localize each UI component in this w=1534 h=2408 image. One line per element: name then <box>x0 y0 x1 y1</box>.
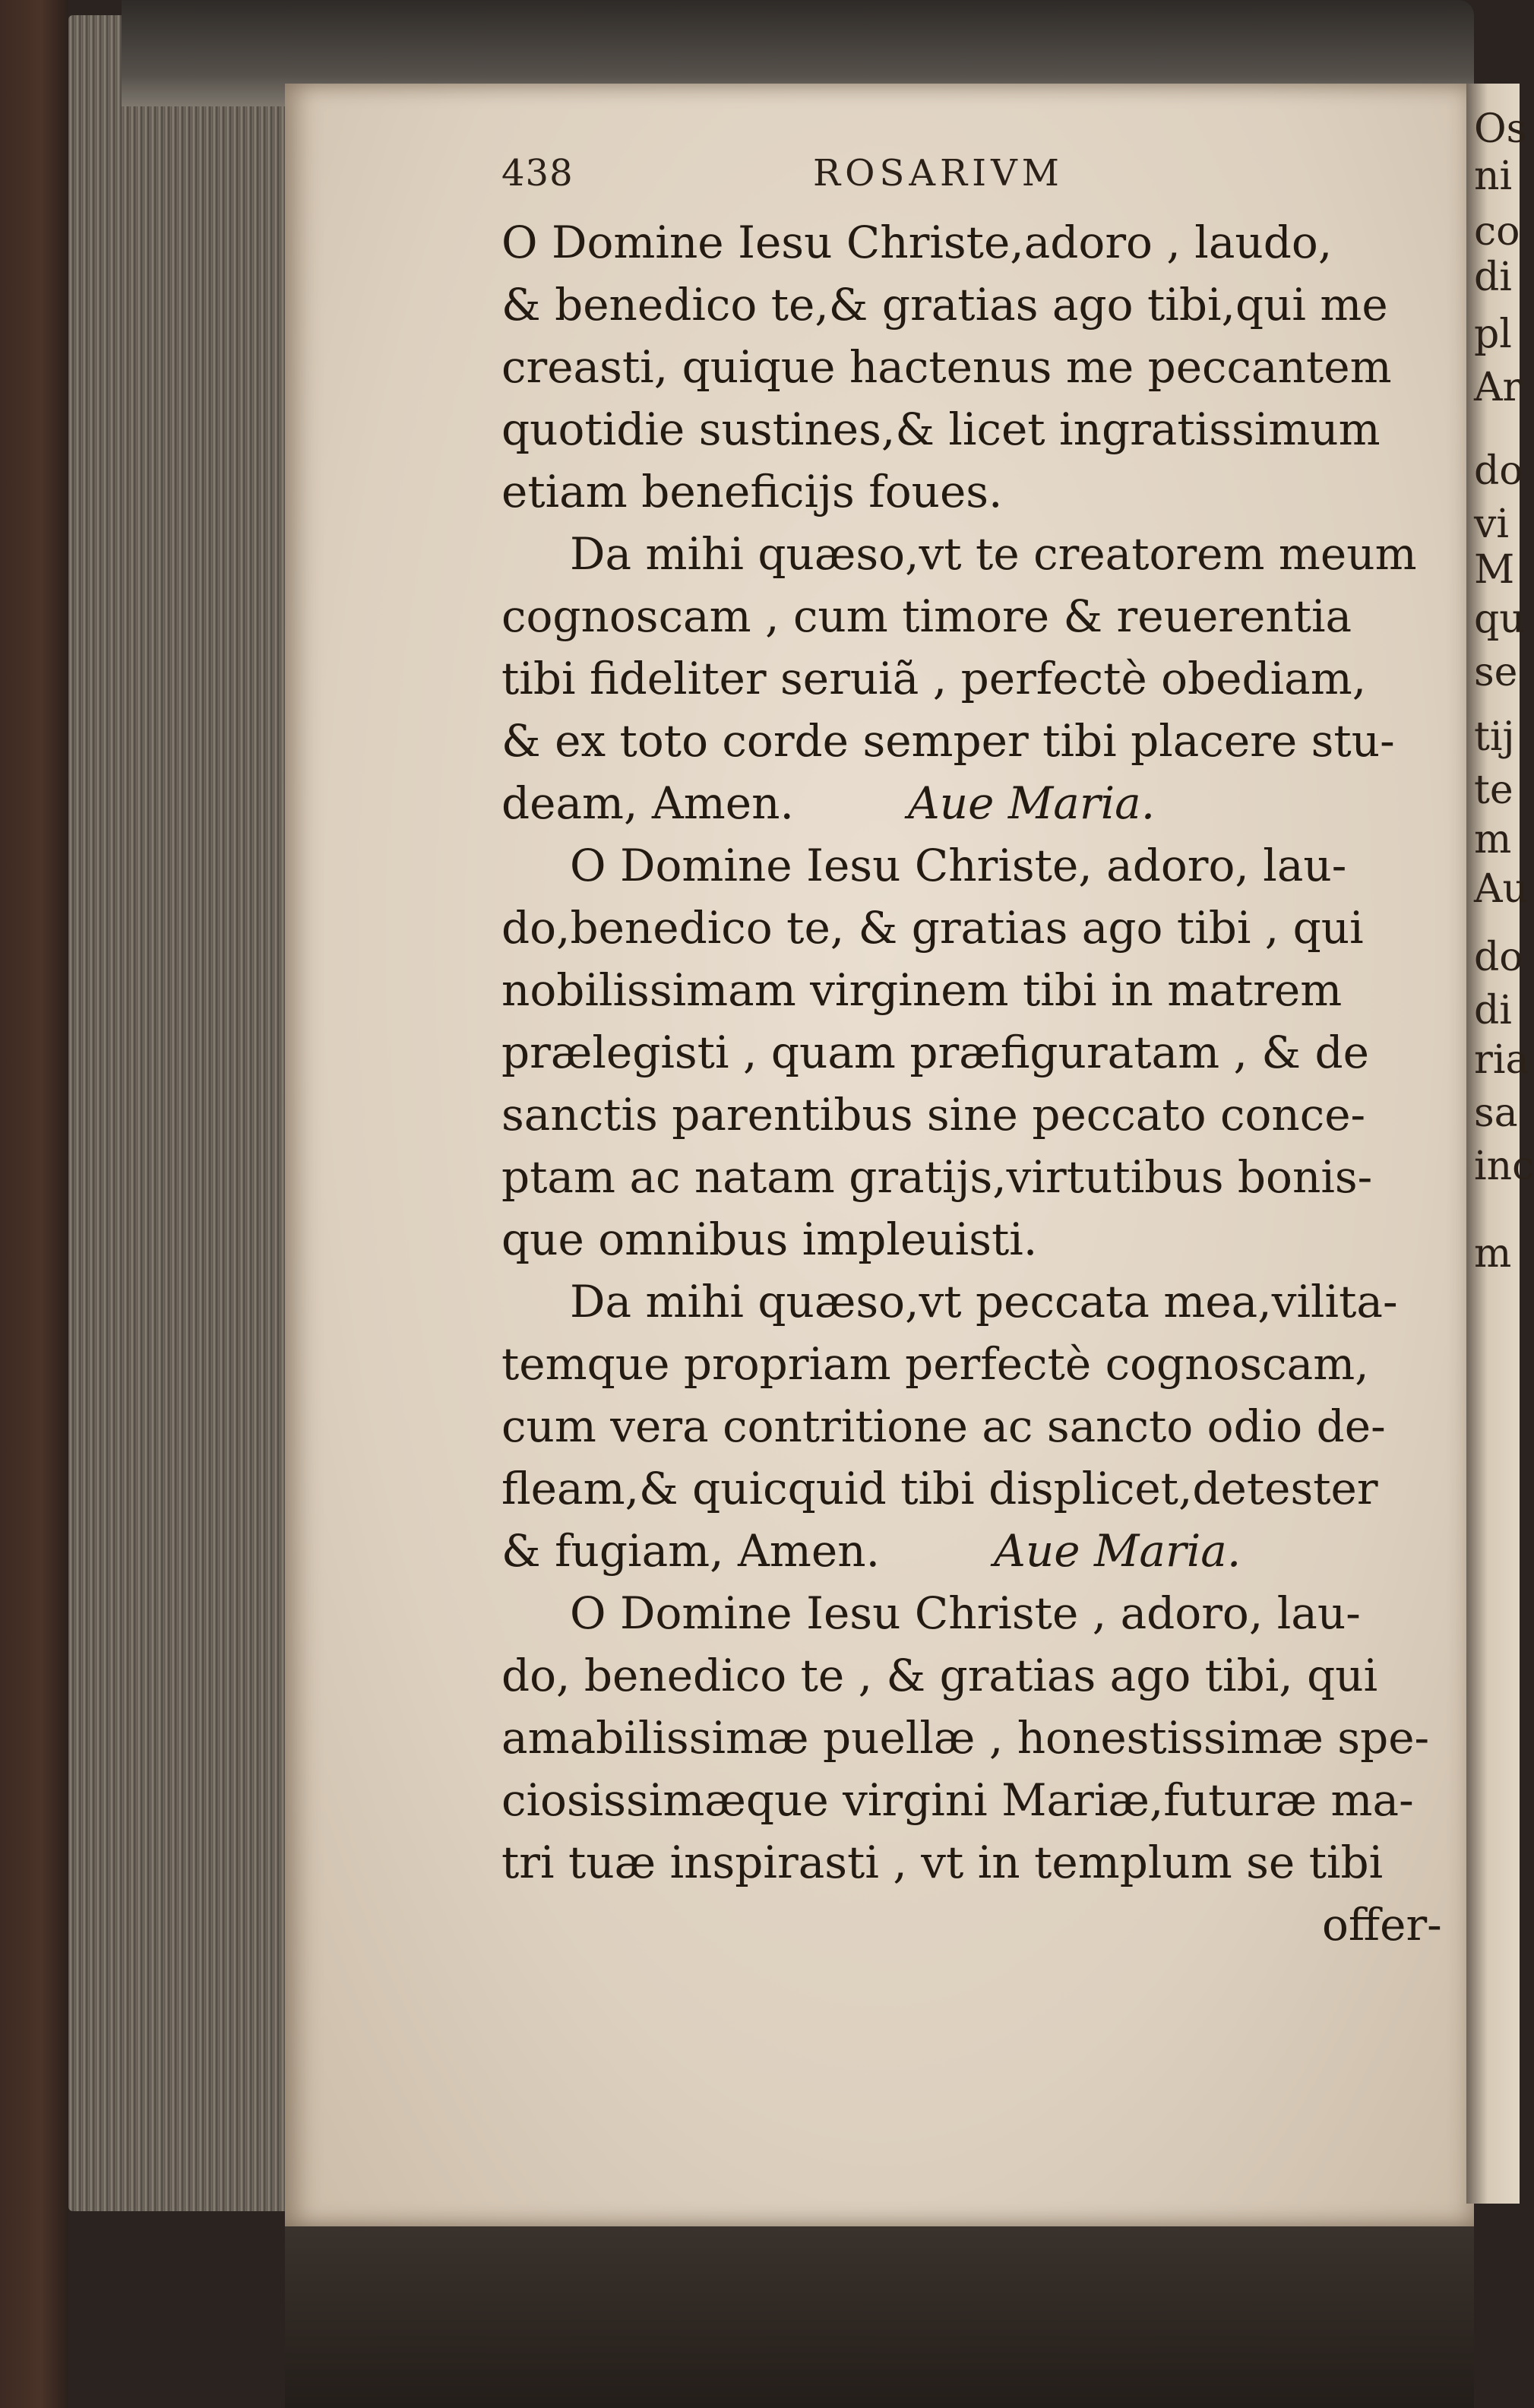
right-page-fragment: di <box>1474 255 1512 300</box>
text-line: prælegisti , quam præfiguratam , & de <box>501 1027 1369 1078</box>
text-line: cum vera contritione ac sancto odio de- <box>501 1400 1386 1452</box>
text-line: tri tuæ inspirasti , vt in templum se tibi <box>501 1837 1384 1888</box>
body-text <box>501 211 1442 1956</box>
text-line: tibi fideliter seruiã , perfectè obediam, <box>501 653 1367 704</box>
right-page-fragment: qu <box>1474 596 1525 642</box>
text-line-with-refrain <box>501 772 1436 834</box>
text-line: quotidie sustines,& licet ingratissimum <box>501 403 1381 455</box>
text-segment: deam, Amen. <box>501 777 794 829</box>
right-page-fragment: vi <box>1474 502 1510 547</box>
text-line: do,benedico te, & gratias ago tibi , qui <box>501 902 1364 954</box>
right-page-fragment: tij <box>1474 714 1515 760</box>
text-line: O Domine Iesu Christe, adoro, lau- <box>570 840 1347 891</box>
text-line: fleam,& quicquid tibi displicet,detester <box>501 1463 1378 1514</box>
text-line: etiam beneficijs foues. <box>501 466 1003 517</box>
right-page-edge <box>1466 84 1534 2204</box>
text-line: & benedico te,& gratias ago tibi,qui me <box>501 279 1388 331</box>
text-line: nobilissimam virginem tibi in matrem <box>501 964 1343 1016</box>
text-line: sanctis parentibus sine peccato conce- <box>501 1089 1366 1141</box>
page-number: 438 <box>501 152 574 195</box>
right-page-fragment: ria <box>1474 1037 1529 1083</box>
text-line: amabilissimæ puellæ , honestissimæ spe- <box>501 1712 1430 1764</box>
text-line: ciosissimæque virgini Mariæ,futuræ ma- <box>501 1774 1414 1826</box>
right-page-fragment: Au <box>1474 866 1529 912</box>
text-line: ptam ac natam gratijs,virtutibus bonis- <box>501 1151 1373 1203</box>
bottom-background <box>285 2226 1474 2408</box>
right-page-fragment: di <box>1474 988 1512 1033</box>
right-page-fragment: co <box>1474 209 1520 255</box>
text-line: Da mihi quæso,vt peccata mea,vilita- <box>570 1276 1398 1327</box>
prayer-refrain: Aue Maria. <box>907 777 1156 829</box>
right-page-fragment: te <box>1474 767 1513 813</box>
right-page-fragment: pl <box>1474 312 1512 357</box>
right-page-fragment: Os <box>1474 106 1527 152</box>
text-line: & ex toto corde semper tibi placere stu- <box>501 715 1395 767</box>
page-header <box>501 152 1413 205</box>
right-page-fragment: sa <box>1474 1090 1518 1136</box>
right-page-fragment: do <box>1474 935 1523 980</box>
text-line: temque propriam perfectè cognoscam, <box>501 1338 1369 1390</box>
text-line: Da mihi quæso,vt te creatorem meum <box>570 528 1417 580</box>
right-page-fragment: se <box>1474 650 1518 695</box>
right-page-fragment: M <box>1474 547 1515 593</box>
left-background <box>0 0 68 2408</box>
text-line-with-refrain <box>501 1520 1436 1582</box>
right-page-fragment: do <box>1474 448 1523 494</box>
right-page-fragment: m <box>1474 817 1512 862</box>
text-line: O Domine Iesu Christe,adoro , laudo, <box>501 217 1333 268</box>
text-line: O Domine Iesu Christe , adoro, lau- <box>570 1587 1361 1639</box>
right-page-fragment: ni <box>1474 153 1513 199</box>
text-line: do, benedico te , & gratias ago tibi, qui <box>501 1650 1378 1701</box>
right-page-fragment: Ar <box>1474 365 1522 410</box>
catchword: offer- <box>1322 1899 1442 1951</box>
text-line: cognoscam , cum timore & reuerentia <box>501 590 1352 642</box>
text-line: creasti, quique hactenus me peccantem <box>501 341 1392 393</box>
right-page-fragment: m <box>1474 1231 1512 1277</box>
running-title: ROSARIVM <box>813 152 1064 195</box>
text-line: que omnibus impleuisti. <box>501 1213 1038 1265</box>
page-edges <box>68 15 296 2211</box>
prayer-refrain: Aue Maria. <box>994 1525 1241 1577</box>
text-segment: & fugiam, Amen. <box>501 1525 881 1577</box>
right-page-fragment: inc <box>1474 1144 1534 1189</box>
